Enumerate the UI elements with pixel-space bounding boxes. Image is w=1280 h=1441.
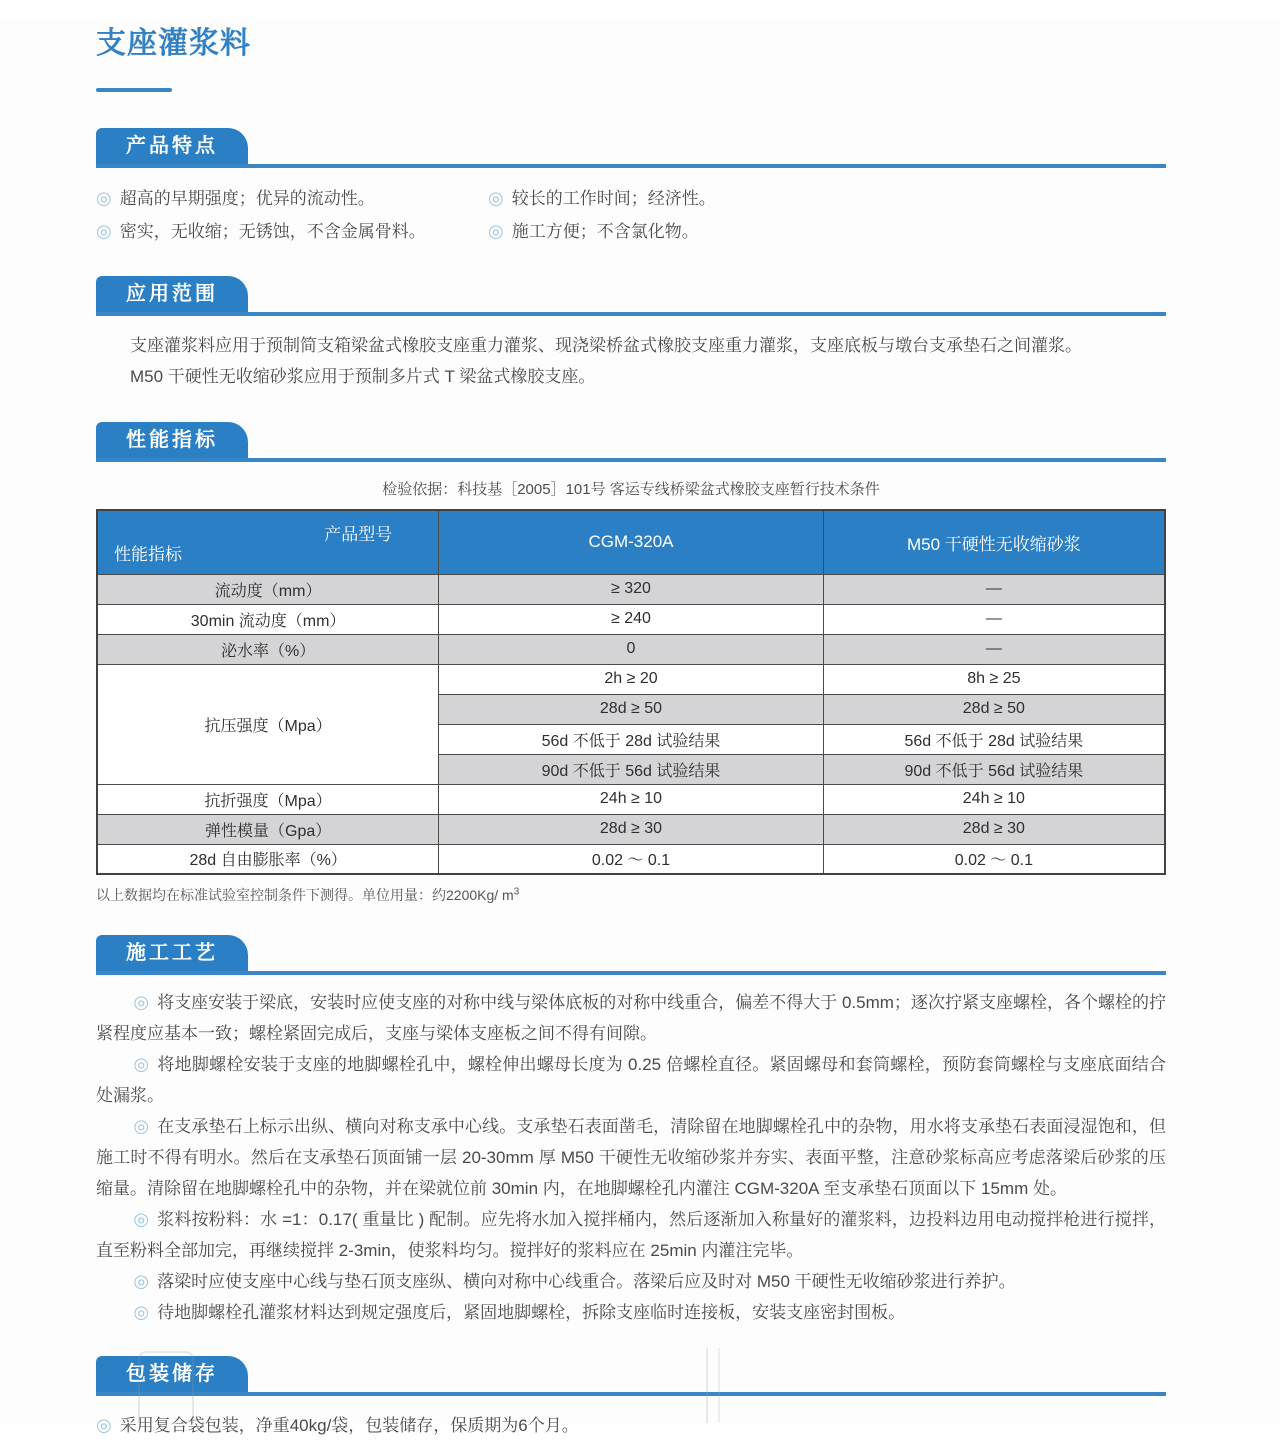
step-text: 将地脚螺栓安装于支座的地脚螺栓孔中，螺栓伸出螺母长度为 0.25 倍螺栓直径。紧固螺母和套筒螺栓，预防套筒螺栓与支座底面结合处漏浆。 [96,1055,1167,1105]
section-packaging [96,1356,1166,1441]
ring-bullet-icon: ◎ [488,188,504,208]
section-application-header [96,276,1166,316]
table-row [97,634,1165,664]
cell-m50: 90d 不低于 56d 试验结果 [823,754,1165,784]
step-text: 在支承垫石上标示出纵、横向对称支承中心线。支承垫石表面凿毛，清除留在地脚螺栓孔中的杂物，用水将支承垫石表面浸湿饱和，但施工时不得有明水。然后在支承垫石顶面铺一层 20-30mm 厚 M50 干硬性无收缩砂浆并夯实、表面平整，注意砂浆标高应考虑落梁后砂浆的压缩量。清除留在地脚螺栓孔中的杂物，并在梁就位前 30min 内，在地脚螺栓孔内灌注 CGM-320A 至支承垫石顶面以下 15mm 处。 [96,1117,1166,1198]
section-packaging-tab: 包装储存 [96,1356,248,1392]
page-title: 支座灌浆料 [96,27,251,60]
ring-bullet-icon: ◎ [488,221,504,241]
cell-m50: — [823,634,1165,664]
cell-cgm: 0 [439,634,823,664]
ring-bullet-icon: ◎ [133,1271,150,1291]
table-row [97,574,1165,604]
list-item [96,215,488,248]
section-construction-header [96,935,1166,975]
section-performance [96,422,1166,905]
watermark-bag-artifact [138,1351,194,1423]
ring-bullet-icon: ◎ [133,1209,150,1229]
section-construction [96,935,1166,1328]
cell-m50: 24h ≥ 10 [823,784,1165,814]
cell-m50: 0.02 ～ 0.1 [823,844,1165,874]
cell-cgm: ≥ 240 [439,604,823,634]
feature-text: 较长的工作时间；经济性。 [511,189,716,208]
section-performance-tab: 性能指标 [96,422,248,458]
section-features-tab: 产品特点 [96,128,248,164]
diagonal-header-cell [97,510,439,574]
list-item [96,987,1166,1049]
cell-cgm: 90d 不低于 56d 试验结果 [439,754,823,784]
title-underline [96,88,172,92]
section-construction-tab: 施工工艺 [96,935,248,971]
step-text: 将支座安装于梁底，安装时应使支座的对称中线与梁体底板的对称中线重合，偏差不得大于 0.5mm；逐次拧紧支座螺栓，各个螺栓的拧紧程度应基本一致；螺栓紧固完成后，支座与梁体支座板之间不得有间隙。 [96,993,1166,1043]
table-row [97,604,1165,634]
ring-bullet-icon: ◎ [96,221,112,241]
row-label: 抗折强度（Mpa） [97,784,439,814]
step-text: 浆料按粉料：水 =1：0.17( 重量比 ) 配制。应先将水加入搅拌桶内，然后逐渐加入称量好的灌浆料，边投料边用电动搅拌枪进行搅拌，直至粉料全部加完，再继续搅拌 2-3min，使浆料均匀。搅拌好的浆料应在 25min 内灌注完毕。 [96,1210,1166,1260]
feature-list [96,182,1166,248]
test-basis-note: 检验依据：科技基［2005］101号 客运专线桥梁盆式橡胶支座暂行技术条件 [382,481,880,498]
step-text: 待地脚螺栓孔灌浆材料达到规定强度后，紧固地脚螺栓，拆除支座临时连接板，安装支座密封围板。 [157,1303,906,1322]
header-performance-index: 性能指标 [114,544,182,564]
header-product-model: 产品型号 [324,525,393,544]
cell-m50: 28d ≥ 30 [823,814,1165,844]
table-row [97,844,1165,874]
feature-text: 密实，无收缩；无锈蚀，不含金属骨料。 [119,222,426,241]
section-packaging-header [96,1356,1166,1396]
list-item [96,1204,1166,1266]
row-label: 30min 流动度（mm） [97,604,439,634]
application-paragraphs [96,330,1166,392]
row-label: 弹性模量（Gpa） [97,814,439,844]
section-features [96,128,1166,248]
table-row [97,814,1165,844]
cell-cgm: 2h ≥ 20 [439,664,823,694]
feature-text: 施工方便；不含氯化物。 [511,222,699,241]
list-item [96,182,488,215]
ring-bullet-icon: ◎ [133,1054,150,1074]
cell-m50: 28d ≥ 50 [823,694,1165,724]
list-item [488,215,1166,248]
cell-cgm: 0.02 ～ 0.1 [439,844,823,874]
ring-bullet-icon: ◎ [133,1116,150,1136]
footnote-text: 以上数据均在标准试验室控制条件下测得。单位用量：约2200Kg/ m [96,887,514,903]
list-item [96,1049,1166,1111]
footnote-superscript: 3 [513,886,520,898]
cell-m50: — [823,604,1165,634]
section-application [96,276,1166,392]
packaging-text: 采用复合袋包装，净重40kg/袋，包装储存，保质期为6个月。 [119,1416,579,1435]
ring-bullet-icon: ◎ [96,1415,112,1435]
section-performance-header [96,422,1166,462]
table-row [97,664,1165,694]
list-item [488,182,1166,215]
list-item [96,1297,1166,1328]
column-header-cgm: CGM-320A [439,510,823,574]
list-item [96,1266,1166,1297]
cell-cgm: 28d ≥ 50 [439,694,823,724]
section-application-tab: 应用范围 [96,276,248,312]
cell-cgm: 28d ≥ 30 [439,814,823,844]
feature-text: 超高的早期强度；优异的流动性。 [119,189,375,208]
column-header-m50: M50 干硬性无收缩砂浆 [823,510,1165,574]
cell-m50: 8h ≥ 25 [823,664,1165,694]
row-label-compressive-strength: 抗压强度（Mpa） [97,664,439,784]
table-footnote [96,885,1166,905]
watermark-line-artifact [706,1348,720,1423]
cell-cgm: 24h ≥ 10 [439,784,823,814]
row-label: 流动度（mm） [97,574,439,604]
step-text: 落梁时应使支座中心线与垫石顶支座纵、横向对称中心线重合。落梁后应及时对 M50 干硬性无收缩砂浆进行养护。 [157,1272,1016,1291]
ring-bullet-icon: ◎ [96,188,112,208]
list-item [96,1111,1166,1204]
cell-cgm: ≥ 320 [439,574,823,604]
section-features-header [96,128,1166,168]
document-page [0,18,1280,1435]
construction-steps [96,987,1166,1328]
cell-m50: — [823,574,1165,604]
list-item [96,1410,1166,1441]
paragraph: M50 干硬性无收缩砂浆应用于预制多片式 T 梁盆式橡胶支座。 [130,367,596,386]
ring-bullet-icon: ◎ [133,992,150,1012]
row-label: 28d 自由膨胀率（%） [97,844,439,874]
paragraph: 支座灌浆料应用于预制简支箱梁盆式橡胶支座重力灌浆、现浇梁桥盆式橡胶支座重力灌浆，支座底板与墩台支承垫石之间灌浆。 [130,336,1082,355]
table-header-row [97,510,1165,574]
table-row [97,784,1165,814]
row-label: 泌水率（%） [97,634,439,664]
cell-cgm: 56d 不低于 28d 试验结果 [439,724,823,754]
performance-table [96,509,1166,875]
cell-m50: 56d 不低于 28d 试验结果 [823,724,1165,754]
ring-bullet-icon: ◎ [133,1302,150,1322]
